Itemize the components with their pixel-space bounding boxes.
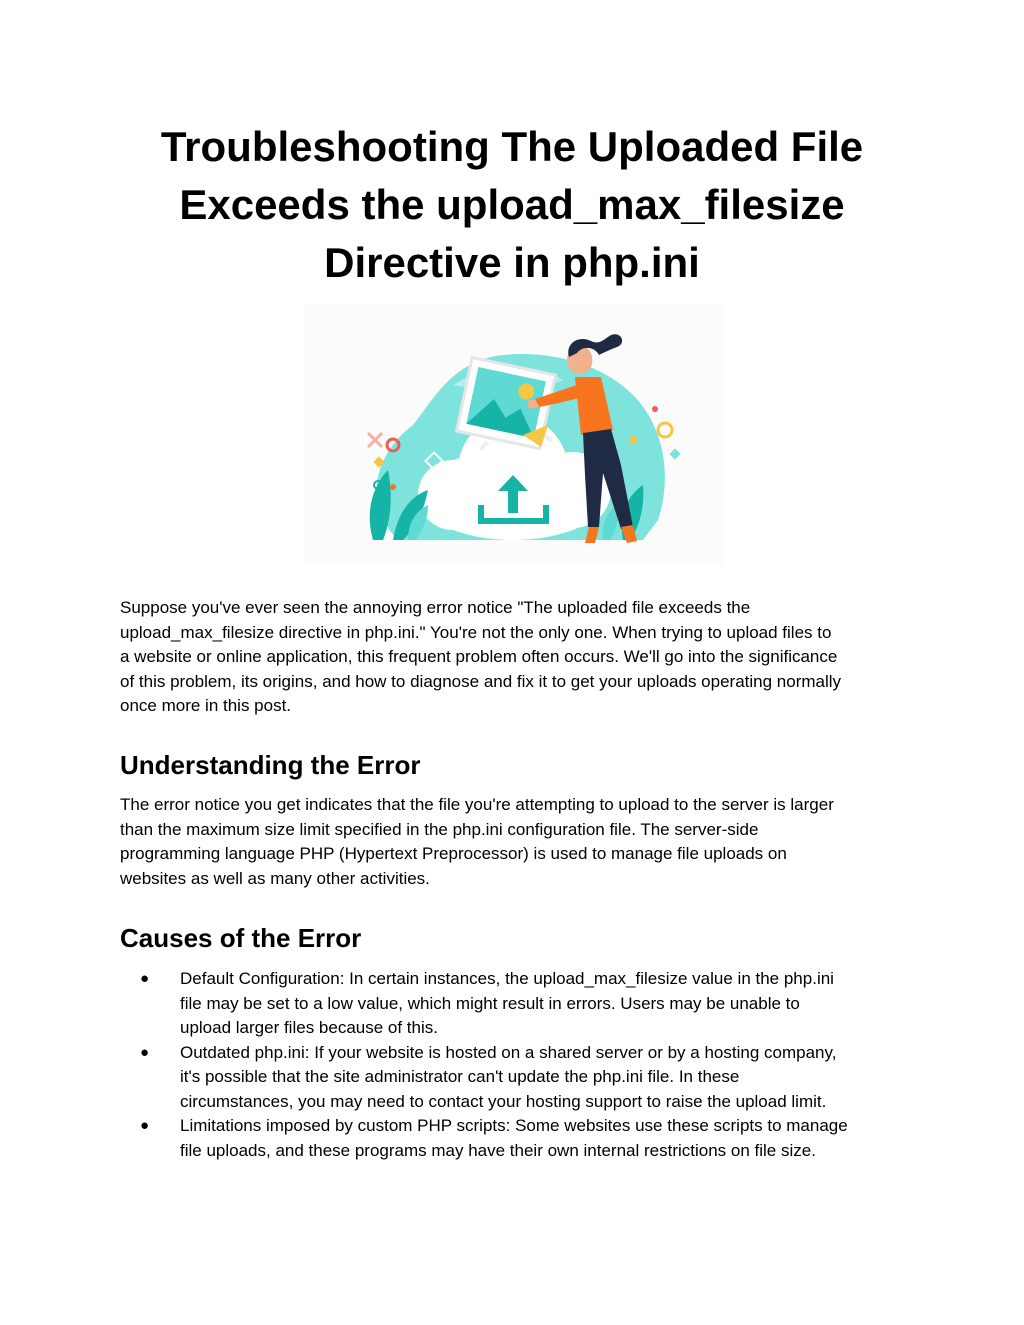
text-line: programming language PHP (Hypertext Preprocessor) is used to manage file uploads on — [120, 844, 787, 863]
section-heading-understanding: Understanding the Error — [120, 750, 421, 780]
text-line: The error notice you get indicates that the file you're attempting to upload to the server is larger — [120, 795, 834, 814]
list-item — [120, 967, 910, 1041]
section-heading-causes: Causes of the Error — [120, 923, 362, 953]
text-line: websites as well as many other activities. — [120, 868, 430, 888]
text-line: once more in this post. — [120, 696, 292, 715]
text-line: Suppose you've ever seen the annoying error notice "The uploaded file exceeds the — [120, 598, 751, 617]
list-item — [120, 1041, 910, 1115]
text-line: it's possible that the site administrator can't update the php.ini file. In these — [180, 1067, 740, 1086]
title-line: Troubleshooting The Uploaded File — [160, 123, 864, 170]
understanding-paragraph — [120, 793, 910, 891]
text-line: file may be set to a low value, which might result in errors. Users may be unable to — [180, 993, 800, 1013]
text-line: of this problem, its origins, and how to diagnose and fix it to get your uploads operating normally — [120, 671, 842, 691]
text-line: than the maximum size limit specified in the php.ini configuration file. The server-side — [120, 819, 759, 839]
text-line: upload larger files because of this. — [180, 1018, 438, 1037]
bullet-glyph: ● — [140, 1043, 150, 1061]
text-line: a website or online application, this frequent problem often occurs. We'll go into the significance — [120, 647, 838, 666]
page-title — [120, 118, 904, 292]
bullet-glyph: ● — [140, 970, 150, 987]
text-line: Limitations imposed by custom PHP scripts: Some websites use these scripts to manage — [180, 1116, 848, 1135]
text-line: Default Configuration: In certain instances, the upload_max_filesize value in the php.ini — [180, 969, 834, 988]
list-item — [120, 1114, 910, 1163]
intro-paragraph — [120, 596, 910, 719]
bullet-glyph: ● — [140, 1117, 150, 1134]
text-line: circumstances, you may need to contact your hosting support to raise the upload limit. — [180, 1091, 827, 1111]
text-line: file uploads, and these programs may have their own internal restrictions on file size. — [180, 1140, 816, 1160]
title-line: Directive in php.ini — [324, 239, 700, 286]
upload-illustration — [303, 305, 723, 565]
title-line: Exceeds the upload_max_filesize — [179, 181, 845, 228]
causes-list — [120, 967, 910, 1163]
text-line: Outdated php.ini: If your website is hosted on a shared server or by a hosting company, — [180, 1042, 837, 1062]
text-line: upload_max_filesize directive in php.ini." You're not the only one. When trying to upload files to — [120, 622, 832, 642]
